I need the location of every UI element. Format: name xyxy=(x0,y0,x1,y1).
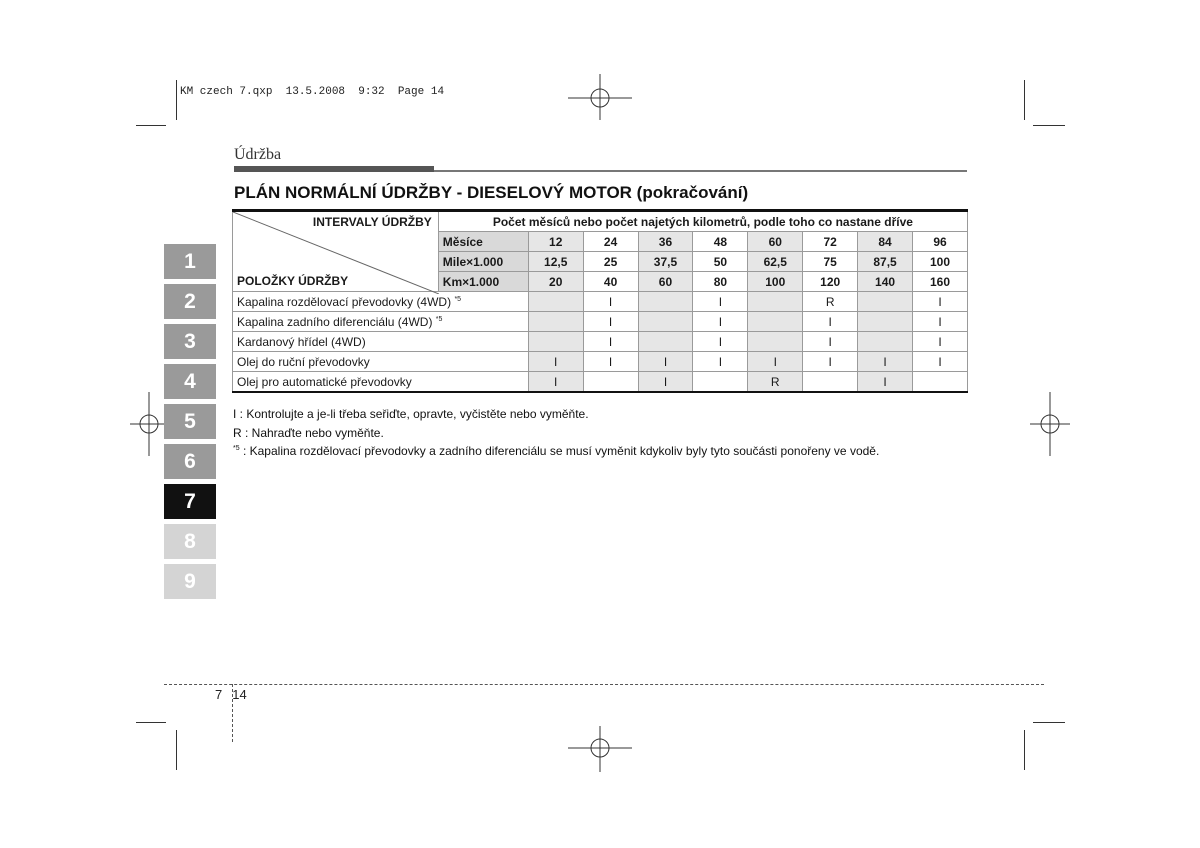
table-cell xyxy=(528,312,583,332)
table-cell: 60 xyxy=(638,272,693,292)
table-cell: 48 xyxy=(693,232,748,252)
chapter-tab-4[interactable]: 4 xyxy=(164,364,216,399)
table-cell: 96 xyxy=(913,232,968,252)
legend-inspect: I : Kontrolujte a je-li třeba seřiďte, opravte, vyčistěte nebo vyměňte. xyxy=(233,407,589,421)
table-cell: I xyxy=(858,352,913,372)
registration-mark-icon xyxy=(568,74,632,120)
table-row xyxy=(233,312,968,332)
table-cell: 84 xyxy=(858,232,913,252)
legend-footnote xyxy=(233,444,879,458)
crop-mark xyxy=(1024,730,1025,770)
crop-mark xyxy=(136,722,166,723)
table-cell: I xyxy=(803,352,858,372)
table-cell xyxy=(693,372,748,393)
item-text: Olej do ruční převodovky xyxy=(237,354,370,369)
print-slug: KM czech 7.qxp 13.5.2008 9:32 Page 14 xyxy=(180,86,445,98)
table-cell: 100 xyxy=(748,272,803,292)
crop-mark xyxy=(176,80,177,120)
table-cell: 50 xyxy=(693,252,748,272)
page-number-value: 14 xyxy=(232,687,247,702)
table-cell: I xyxy=(638,352,693,372)
table-cell: 37,5 xyxy=(638,252,693,272)
item-label xyxy=(233,312,529,332)
table-cell: 87,5 xyxy=(858,252,913,272)
crop-mark xyxy=(1024,80,1025,120)
chapter-tab-1[interactable]: 1 xyxy=(164,244,216,279)
table-cell xyxy=(858,312,913,332)
page-number xyxy=(215,687,247,702)
intervals-label: INTERVALY ÚDRŽBY xyxy=(312,215,432,229)
section-title: Údržba xyxy=(234,146,282,163)
table-cell: I xyxy=(583,292,638,312)
crop-mark xyxy=(136,125,166,126)
table-cell: I xyxy=(693,312,748,332)
table-cell: 62,5 xyxy=(748,252,803,272)
table-cell: I xyxy=(638,372,693,393)
row-label: Km×1.000 xyxy=(438,272,528,292)
crop-mark xyxy=(1033,125,1065,126)
table-cell: 120 xyxy=(803,272,858,292)
table-cell: I xyxy=(693,352,748,372)
footnote-text: : Kapalina rozdělovací převodovky a zadního diferenciálu se musí vyměnit kdykoliv byly tyto součásti ponořeny ve vodě. xyxy=(239,444,880,458)
table-cell: I xyxy=(803,312,858,332)
table-cell: I xyxy=(693,292,748,312)
row-label: Měsíce xyxy=(438,232,528,252)
table-cell xyxy=(913,372,968,393)
chapter-number: 7 xyxy=(215,687,223,702)
table-row xyxy=(233,332,968,352)
item-label xyxy=(233,352,529,372)
table-cell xyxy=(748,292,803,312)
section-header-rule xyxy=(434,170,967,172)
chapter-tab-2[interactable]: 2 xyxy=(164,284,216,319)
table-cell: 140 xyxy=(858,272,913,292)
table-corner-cell xyxy=(233,211,439,292)
table-cell: 24 xyxy=(583,232,638,252)
chapter-tab-7-active[interactable]: 7 xyxy=(164,484,216,519)
table-cell: 100 xyxy=(913,252,968,272)
table-cell xyxy=(528,292,583,312)
chapter-tab-3[interactable]: 3 xyxy=(164,324,216,359)
table-cell: 12,5 xyxy=(528,252,583,272)
table-cell: I xyxy=(858,372,913,393)
table-cell xyxy=(583,372,638,393)
chapter-tab-9[interactable]: 9 xyxy=(164,564,216,599)
table-cell: I xyxy=(913,292,968,312)
table-cell: 80 xyxy=(693,272,748,292)
footnote-mark: *5 xyxy=(454,295,462,303)
table-cell: 40 xyxy=(583,272,638,292)
item-label xyxy=(233,332,529,352)
table-cell: I xyxy=(583,332,638,352)
item-label xyxy=(233,292,529,312)
table-cell xyxy=(528,332,583,352)
item-text: Kardanový hřídel (4WD) xyxy=(237,334,366,349)
registration-mark-icon xyxy=(1030,392,1070,456)
table-cell: 72 xyxy=(803,232,858,252)
table-cell: I xyxy=(583,312,638,332)
item-text: Kapalina rozdělovací převodovky (4WD) xyxy=(237,294,455,309)
table-cell xyxy=(748,312,803,332)
maintenance-schedule-table xyxy=(232,209,968,393)
table-cell: R xyxy=(748,372,803,393)
footnote-mark: *5 xyxy=(435,315,443,323)
table-cell: R xyxy=(803,292,858,312)
table-cell: I xyxy=(693,332,748,352)
table-row xyxy=(233,372,968,393)
table-cell xyxy=(803,372,858,393)
table-cell: I xyxy=(748,352,803,372)
table-cell: 75 xyxy=(803,252,858,272)
table-cell xyxy=(858,332,913,352)
table-main-header: Počet měsíců nebo počet najetých kilometrů, podle toho co nastane dříve xyxy=(438,211,967,232)
legend-replace: R : Nahraďte nebo vyměňte. xyxy=(233,426,384,440)
chapter-tab-6[interactable]: 6 xyxy=(164,444,216,479)
table-cell: 25 xyxy=(583,252,638,272)
table-cell xyxy=(638,312,693,332)
table-cell: I xyxy=(528,352,583,372)
table-cell: 36 xyxy=(638,232,693,252)
footnote-mark: *5 xyxy=(233,445,240,452)
table-cell xyxy=(638,292,693,312)
page-heading: PLÁN NORMÁLNÍ ÚDRŽBY - DIESELOVÝ MOTOR (pokračování) xyxy=(234,183,749,202)
table-cell: I xyxy=(803,332,858,352)
chapter-tab-8[interactable]: 8 xyxy=(164,524,216,559)
crop-mark xyxy=(1033,722,1065,723)
footer-rule xyxy=(164,684,1044,685)
table-cell: 60 xyxy=(748,232,803,252)
chapter-tab-5[interactable]: 5 xyxy=(164,404,216,439)
table-cell xyxy=(858,292,913,312)
item-label xyxy=(233,372,529,393)
items-label: POLOŽKY ÚDRŽBY xyxy=(237,274,349,288)
table-cell: 20 xyxy=(528,272,583,292)
section-header-bar xyxy=(234,166,434,172)
item-text: Kapalina zadního diferenciálu (4WD) xyxy=(237,314,436,329)
table-cell: I xyxy=(583,352,638,372)
table-cell: I xyxy=(913,332,968,352)
row-label: Mile×1.000 xyxy=(438,252,528,272)
table-row xyxy=(233,352,968,372)
table-cell: 160 xyxy=(913,272,968,292)
table-cell: I xyxy=(528,372,583,393)
registration-mark-icon xyxy=(568,726,632,772)
table-cell: I xyxy=(913,352,968,372)
table-cell xyxy=(638,332,693,352)
table-row xyxy=(233,292,968,312)
item-text: Olej pro automatické převodovky xyxy=(237,374,412,389)
table-cell: 12 xyxy=(528,232,583,252)
table-cell: I xyxy=(913,312,968,332)
crop-mark xyxy=(176,730,177,770)
table-cell xyxy=(748,332,803,352)
chapter-tabs xyxy=(164,244,216,604)
